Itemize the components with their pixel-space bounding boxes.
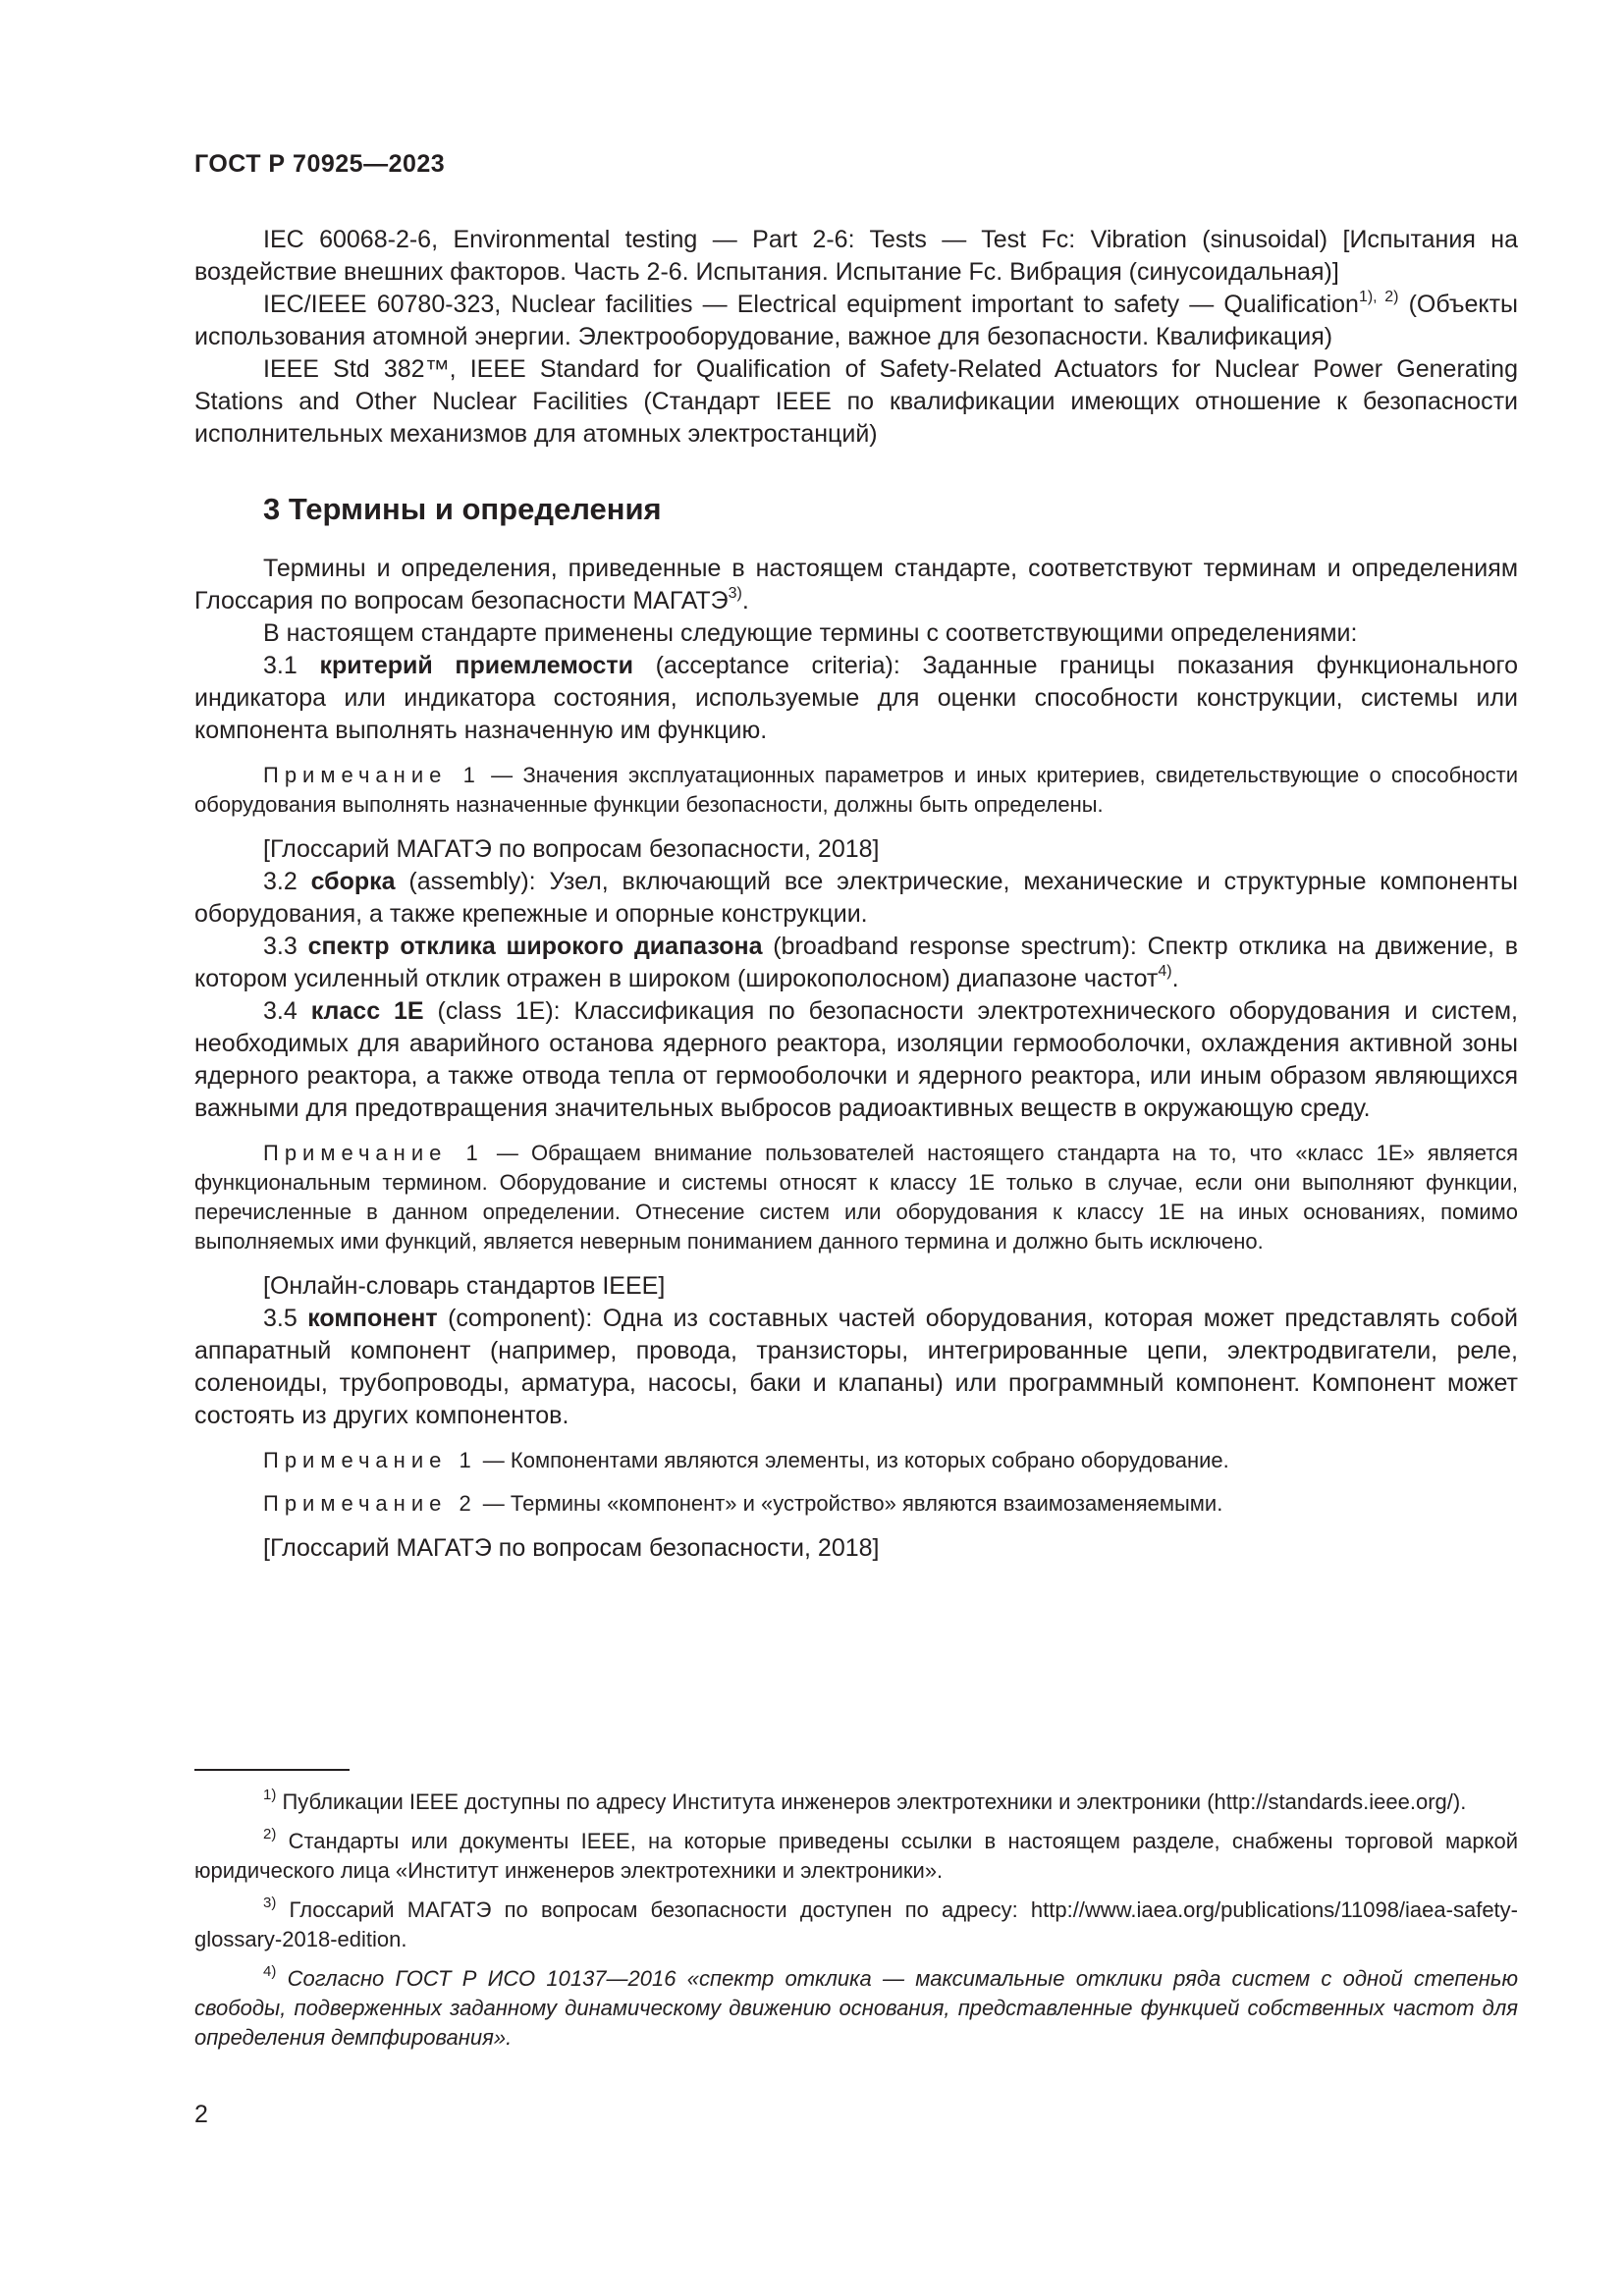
standard-code-header: ГОСТ Р 70925—2023	[194, 150, 446, 178]
footnote-ref[interactable]: 4)	[1158, 963, 1172, 980]
section-intro-2: В настоящем стандарте применены следующие термины с соответствующими определениями:	[263, 619, 1358, 647]
document-body	[194, 224, 1518, 1565]
term-3-1: 3.1 критерий приемлемости (acceptance criteria): Заданные границы показания функционального индикатора или индикатора состояния, используемые для оценки способности конструкции, системы или компонента выполнять назначенную им функцию.	[194, 652, 1518, 744]
ref-iec-60068: IEC 60068-2-6, Environmental testing — Part 2-6: Tests — Test Fc: Vibration (sinusoidal) [Испытания на воздействие внешних факторов. Часть 2-6. Испытания. Испытание Fc. Вибрация (синусоидальная)]	[194, 226, 1518, 286]
term-3-5: 3.5 компонент (component): Одна из составных частей оборудования, которая может представлять собой аппаратный компонент (например, провода, транзисторы, интегрированные цепи, электродвигатели, реле, соленоиды, трубопроводы, арматура, насосы, баки и клапаны) или программный компонент. Компонент может состоять из других компонентов.	[194, 1305, 1518, 1429]
ref-ieee-382: IEEE Std 382™, IEEE Standard for Qualification of Safety-Related Actuators for Nuclear Power Generating Stations and Other Nuclear Facilities (Стандарт IEEE по квалификации имеющих отношение к безопасности исполнительных механизмов для атомных электростанций)	[194, 355, 1518, 448]
footnote-3: $^{3)}$ Глоссарий МАГАТЭ по вопросам безопасности доступен по адресу: http://www.iaea.org/publications/11098/iaea-safety-glossary-2018-edition.	[194, 1895, 1518, 1951]
term-name: компонент	[307, 1305, 438, 1332]
term-3-5-note-1: Примечание 1 — Компонентами являются элементы, из которых собрано оборудование.	[263, 1448, 1229, 1472]
term-3-4-note: Примечание 1 — Обращаем внимание пользователей настоящего стандарта на то, что «класс 1Е» является функциональным термином. Оборудование и системы относят к классу 1Е только в случае, если они выполняют функции, перечисленные в данном определении. Отнесение систем или оборудования к классу 1Е на иных основаниях, помимо выполняемых ими функций, является неверным пониманием данного термина и должно быть исключено.	[194, 1141, 1518, 1254]
term-name: класс 1Е	[310, 997, 424, 1025]
term-name: сборка	[310, 868, 396, 895]
term-3-1-source: [Глоссарий МАГАТЭ по вопросам безопасности, 2018]	[263, 835, 880, 863]
footnote-2: $^{2)}$ Стандарты или документы IEEE, на которые приведены ссылки в настоящем разделе, снабжены торговой маркой юридического лица «Институт инженеров электротехники и электроники».	[194, 1826, 1518, 1883]
term-3-1-note: Примечание 1 — Значения эксплуатационных параметров и иных критериев, свидетельствующие о способности оборудования выполнять назначенные функции безопасности, должны быть определены.	[194, 763, 1519, 817]
term-3-3: 3.3 спектр отклика широкого диапазона (broadband response spectrum): Спектр отклика на движение, в котором усиленный отклик отражен в широком (широкополосном) диапазоне частот$^{4)}$.	[194, 933, 1519, 992]
term-name: критерий приемлемости	[319, 652, 633, 679]
footnote-ref[interactable]: 1), 2)	[1358, 289, 1399, 305]
ref-iec-ieee-60780: IEC/IEEE 60780-323, Nuclear facilities — Electrical equipment important to safety — Qualification$^{1), 2)}$ (Объекты использования атомной энергии. Электрооборудование, важное для безопасности. Квалификация)	[194, 289, 1518, 350]
section-intro: Термины и определения, приведенные в настоящем стандарте, соответствуют терминам и определениям Глоссария по вопросам безопасности МАГАТЭ$^{3)}$.	[194, 555, 1518, 614]
footnote-ref[interactable]: 3)	[728, 585, 742, 602]
section-title: 3 Термины и определения	[263, 492, 662, 526]
term-3-5-note-2: Примечание 2 — Термины «компонент» и «устройство» являются взаимозаменяемыми.	[263, 1491, 1223, 1516]
term-3-4-source: [Онлайн-словарь стандартов IEEE]	[263, 1272, 666, 1300]
footnote-divider	[194, 1769, 350, 1771]
page-number: 2	[194, 2101, 208, 2128]
footnote-1: $^{1)}$ Публикации IEEE доступны по адресу Института инженеров электротехники и электроники (http://standards.ieee.org/).	[263, 1787, 1467, 1814]
term-name: спектр отклика широкого диапазона	[307, 933, 763, 960]
footnotes	[194, 1788, 1518, 2062]
term-3-4: 3.4 класс 1Е (class 1E): Классификация по безопасности электротехнического оборудования и систем, необходимых для аварийного останова ядерного реактора, изоляции гермооболочки, охлаждения активной зоны ядерного реактора, а также отвода тепла от гермооболочки и ядерного реактора, или иным образом являющихся важными для предотвращения значительных выбросов радиоактивных веществ в окружающую среду.	[194, 997, 1519, 1122]
footnote-4: $^{4)}$ Согласно ГОСТ Р ИСО 10137—2016 «спектр отклика — максимальные отклики ряда систем с одной степенью свободы, подверженных заданному динамическому движению основания, представленные функцией собственных частот для определения демпфирования».	[194, 1963, 1518, 2050]
term-3-5-source: [Глоссарий МАГАТЭ по вопросам безопасности, 2018]	[263, 1534, 880, 1562]
term-3-2: 3.2 сборка (assembly): Узел, включающий все электрические, механические и структурные компоненты оборудования, а также крепежные и опорные конструкции.	[194, 868, 1518, 928]
